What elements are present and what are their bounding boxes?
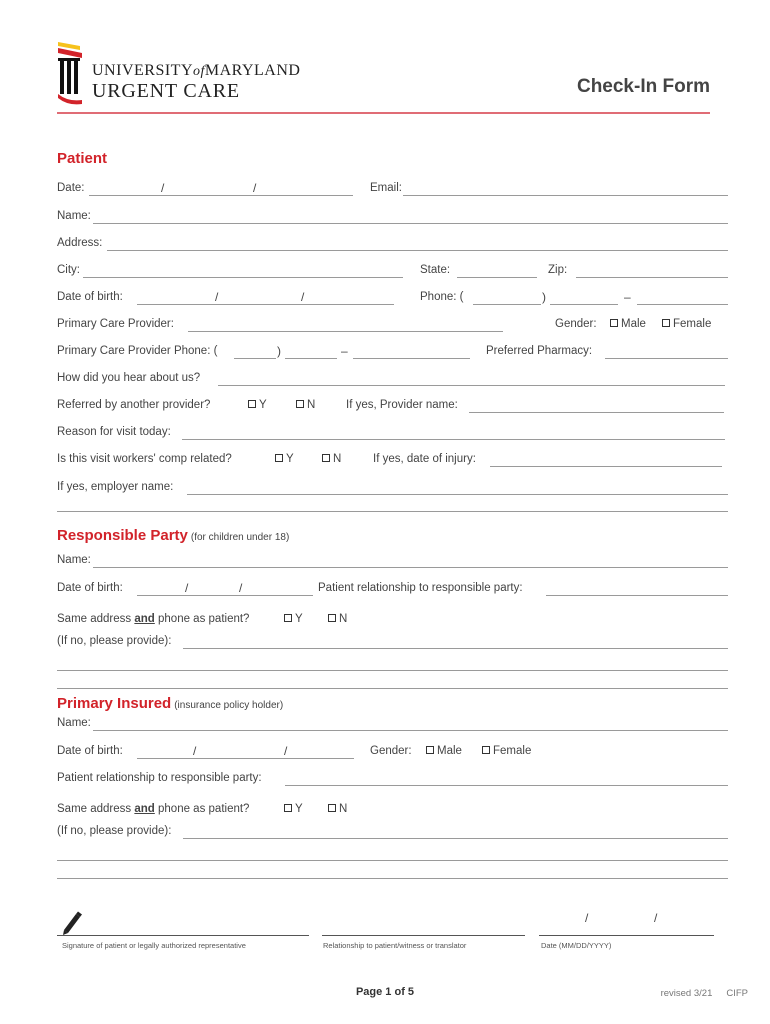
signature-label: Signature of patient or legally authorized representative <box>62 941 246 950</box>
patient-city-state-zip-row <box>57 264 728 282</box>
phone-area-code-field[interactable] <box>473 304 541 305</box>
hear-about-field[interactable] <box>218 385 725 386</box>
employer-label: If yes, employer name: <box>57 481 174 493</box>
form-code: CIFP <box>726 988 748 999</box>
checkbox-icon <box>426 746 434 754</box>
zip-label: Zip: <box>548 264 568 276</box>
pcp-phone-label: Primary Care Provider Phone: ( <box>57 345 218 357</box>
insured-gender-female-checkbox[interactable]: Female <box>482 745 531 757</box>
insured-if-no-field[interactable] <box>183 838 728 839</box>
primary-insured-heading: Primary Insured (insurance policy holder) <box>57 695 284 712</box>
patient-referred-row <box>57 399 728 417</box>
hear-about-label: How did you hear about us? <box>57 372 201 384</box>
patient-workers-comp-row <box>57 453 728 471</box>
insured-relationship-label: Patient relationship to responsible party: <box>57 772 262 784</box>
patient-employer-row <box>57 481 728 499</box>
insured-if-no-row <box>57 825 728 843</box>
relationship-witness-field[interactable] <box>322 935 525 936</box>
responsible-relationship-label: Patient relationship to responsible party: <box>318 582 523 594</box>
insured-name-label: Name: <box>57 717 91 729</box>
logo-university-of-maryland: UNIVERSITYofMARYLAND <box>92 62 301 79</box>
check-in-form-page: UNIVERSITYofMARYLAND URGENT CARE Check-In Form Patient Date: / / Email: Name: Address: City: State: Zip: Date of birth: / / Phone: ( ) – Primary Care Provider: Gender: Male Female Primary Care Provider Phone: ( ) – Preferred Pharmacy: How did you hear about us? Referred by another provider? Y N If yes, Provider name: Reason for visit today: Is this visit workers' comp related? Y N If yes, date of injury: If yes, employer name: Responsible Party (for children under 18) Name: Date of birth: / / Patient relationship to responsible party: Same address and phone as patient? Y N (If no, please provide): Primary Insured (insurance policy holder) Name: Date of birth: / / Gender: Male Female Patient relationship to responsible party: Same address and phone as patient? Y N (If no, please provide): / / Signature of patient or legally authorized representative Relationship to patient/witness or translator Date (MM/DD/YYYY) Page 1 of 5 revised 3/21 CIFP <box>0 0 770 1024</box>
responsible-if-no-field[interactable] <box>183 648 728 649</box>
patient-hear-about-row <box>57 372 728 390</box>
email-label: Email: <box>370 182 402 194</box>
injury-date-field[interactable] <box>490 466 722 467</box>
responsible-if-no-label: (If no, please provide): <box>57 635 172 647</box>
responsible-name-label: Name: <box>57 554 91 566</box>
insured-same-address-row <box>57 803 728 821</box>
patient-date-email-row: Date: / / Email: <box>57 182 728 200</box>
pcp-phone-line-field[interactable] <box>353 358 470 359</box>
referred-yes-checkbox[interactable]: Y <box>248 399 267 411</box>
date-label: Date: <box>57 182 85 194</box>
injury-date-label: If yes, date of injury: <box>373 453 476 465</box>
form-title: Check-In Form <box>576 76 710 97</box>
responsible-same-address-label: Same address and phone as patient? <box>57 613 250 625</box>
address-field[interactable] <box>107 250 728 251</box>
relationship-witness-label: Relationship to patient/witness or translator <box>323 941 467 950</box>
pcp-label: Primary Care Provider: <box>57 318 174 330</box>
provider-name-label: If yes, Provider name: <box>346 399 458 411</box>
umd-urgent-care-logo <box>56 36 306 108</box>
date-field[interactable] <box>89 195 353 196</box>
checkbox-icon <box>284 614 292 622</box>
insured-dob-label: Date of birth: <box>57 745 123 757</box>
phone-prefix-field[interactable] <box>550 304 618 305</box>
responsible-relationship-field[interactable] <box>546 595 728 596</box>
responsible-same-yes-checkbox[interactable]: Y <box>284 613 303 625</box>
checkbox-icon <box>328 804 336 812</box>
revision-info <box>661 988 748 999</box>
reason-field[interactable] <box>182 439 725 440</box>
patient-reason-row <box>57 426 728 444</box>
checkbox-icon <box>328 614 336 622</box>
referred-label: Referred by another provider? <box>57 399 211 411</box>
insured-dob-gender-row: Date of birth: / / Gender: Male Female <box>57 744 532 758</box>
reason-label: Reason for visit today: <box>57 426 171 438</box>
referred-no-checkbox[interactable]: N <box>296 399 315 411</box>
checkbox-icon <box>275 454 283 462</box>
pharmacy-field[interactable] <box>605 358 728 359</box>
insured-gender-label: Gender: <box>370 745 412 757</box>
responsible-if-no-row <box>57 635 728 653</box>
email-field[interactable] <box>403 195 728 196</box>
checkbox-icon <box>662 319 670 327</box>
city-field[interactable] <box>83 277 403 278</box>
workers-comp-label: Is this visit workers' comp related? <box>57 453 232 465</box>
checkbox-icon <box>610 319 618 327</box>
dob-label: Date of birth: <box>57 291 123 303</box>
insured-same-address-label: Same address and phone as patient? <box>57 803 250 815</box>
primary-insured-subheading: (insurance policy holder) <box>174 700 284 711</box>
responsible-extra-line-1[interactable] <box>57 670 728 671</box>
zip-field[interactable] <box>576 277 728 278</box>
logo-urgent-care: URGENT CARE <box>92 80 240 102</box>
insured-extra-line-2[interactable] <box>57 878 728 879</box>
responsible-party-heading: Responsible Party (for children under 18) <box>57 527 290 544</box>
gender-male-checkbox[interactable]: Male <box>610 318 646 330</box>
pcp-phone-prefix-field[interactable] <box>285 358 337 359</box>
insured-same-no-checkbox[interactable]: N <box>328 803 347 815</box>
responsible-dob-row: Date of birth: / / Patient relationship to responsible party: <box>57 582 728 600</box>
name-field[interactable] <box>93 223 728 224</box>
revision-date: revised 3/21 <box>660 988 713 999</box>
insured-name-row <box>57 717 728 735</box>
patient-section-heading: Patient <box>57 150 108 167</box>
employer-field[interactable] <box>187 494 728 495</box>
title-divider <box>57 112 710 114</box>
phone-label: Phone: ( <box>420 291 464 303</box>
insured-dob-field[interactable] <box>137 758 354 759</box>
responsible-dob-field[interactable] <box>137 595 313 596</box>
insured-relationship-row <box>57 772 728 790</box>
gender-label: Gender: <box>555 318 597 330</box>
city-label: City: <box>57 264 80 276</box>
insured-relationship-field[interactable] <box>285 785 728 786</box>
responsible-dob-label: Date of birth: <box>57 582 123 594</box>
patient-pcp-phone-pharmacy-row: Primary Care Provider Phone: ( ) – Preferred Pharmacy: <box>57 345 728 363</box>
patient-address-row <box>57 237 728 255</box>
patient-dob-phone-row: Date of birth: / / Phone: ( ) – <box>57 291 728 309</box>
employer-extra-line[interactable] <box>57 511 728 512</box>
phone-line-field[interactable] <box>637 304 728 305</box>
checkbox-icon <box>248 400 256 408</box>
pcp-phone-area-code-field[interactable] <box>234 358 276 359</box>
workers-comp-yes-checkbox[interactable]: Y <box>275 453 294 465</box>
responsible-name-field[interactable] <box>93 567 728 568</box>
insured-if-no-label: (If no, please provide): <box>57 825 172 837</box>
signature-date-label: Date (MM/DD/YYYY) <box>541 941 612 950</box>
umd-shield-icon <box>56 36 88 106</box>
responsible-extra-line-2[interactable] <box>57 688 728 689</box>
pharmacy-label: Preferred Pharmacy: <box>486 345 593 357</box>
address-label: Address: <box>57 237 103 249</box>
checkbox-icon <box>284 804 292 812</box>
insured-same-yes-checkbox[interactable]: Y <box>284 803 303 815</box>
pen-icon <box>60 910 82 936</box>
checkbox-icon <box>322 454 330 462</box>
insured-extra-line-1[interactable] <box>57 860 728 861</box>
signature-date-field[interactable] <box>539 935 714 936</box>
checkbox-icon <box>296 400 304 408</box>
insured-gender-male-checkbox[interactable]: Male <box>426 745 462 757</box>
pcp-field[interactable] <box>188 331 503 332</box>
page-number: Page 1 of 5 <box>355 986 415 998</box>
state-label: State: <box>420 264 451 276</box>
patient-pcp-gender-row <box>57 318 728 336</box>
responsible-same-no-checkbox[interactable]: N <box>328 613 347 625</box>
workers-comp-no-checkbox[interactable]: N <box>322 453 341 465</box>
checkbox-icon <box>482 746 490 754</box>
responsible-party-subheading: (for children under 18) <box>190 532 290 543</box>
signature-field[interactable] <box>57 935 309 936</box>
responsible-same-address-row <box>57 613 728 631</box>
insured-name-field[interactable] <box>93 730 728 731</box>
provider-name-field[interactable] <box>469 412 724 413</box>
patient-name-row <box>57 210 728 228</box>
state-field[interactable] <box>457 277 537 278</box>
gender-female-checkbox[interactable]: Female <box>662 318 711 330</box>
name-label: Name: <box>57 210 91 222</box>
responsible-name-row <box>57 554 728 572</box>
dob-field[interactable] <box>137 304 394 305</box>
